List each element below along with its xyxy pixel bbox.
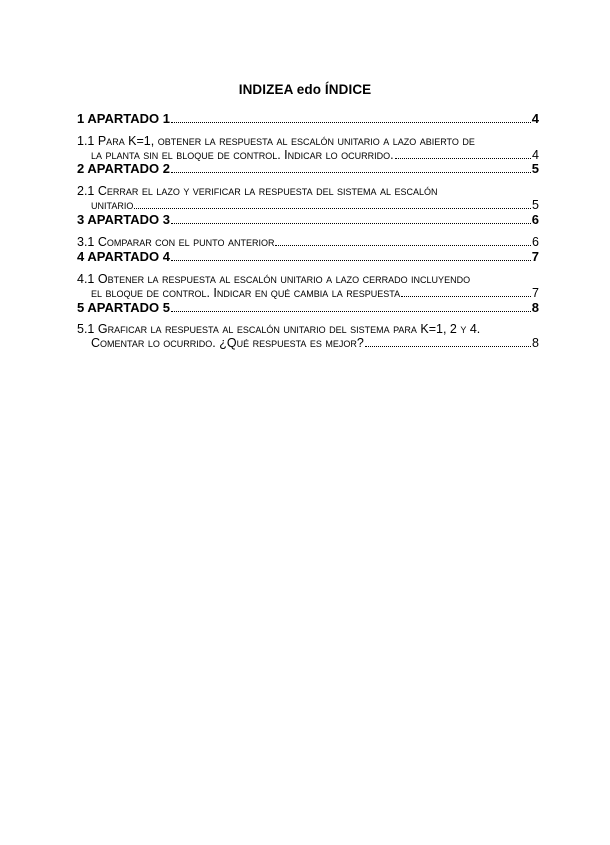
toc-entry-2[interactable] — [77, 161, 539, 177]
toc-entry-3-1[interactable] — [77, 235, 539, 249]
toc-entry-label: 3 APARTADO 3 — [77, 212, 170, 227]
toc-page-number: 7 — [532, 286, 539, 300]
dot-leader — [365, 346, 531, 347]
toc-entry-1-1[interactable] — [77, 134, 539, 162]
toc-entry-2-1[interactable] — [77, 184, 539, 212]
toc-entry-3[interactable] — [77, 212, 539, 228]
dot-leader — [171, 172, 531, 173]
toc-entry-text-line: 2.1 Cerrar el lazo y verificar la respuesta del sistema al escalón — [77, 184, 438, 198]
toc-entry-text-line: el bloque de control. Indicar en qué cambia la respuesta — [91, 286, 401, 300]
dot-leader — [171, 122, 531, 123]
toc-page-number: 8 — [532, 336, 539, 350]
dot-leader — [275, 245, 531, 246]
toc-entry-text-line: Comentar lo ocurrido. ¿Qué respuesta es mejor? — [91, 336, 364, 350]
toc-entry-text-line: unitario — [91, 198, 134, 212]
toc-entry-text-line: 3.1 Comparar con el punto anterior — [77, 235, 275, 249]
toc-page-number: 8 — [531, 300, 539, 315]
toc-entry-label: 5 APARTADO 5 — [77, 300, 170, 315]
dot-leader — [171, 311, 531, 312]
toc-entry-label: 1 APARTADO 1 — [77, 111, 170, 126]
toc-title: INDIZEA edo ÍNDICE — [238, 82, 372, 97]
dot-leader — [171, 260, 531, 261]
toc-entry-4[interactable] — [77, 249, 539, 265]
toc-entry-5-1[interactable] — [77, 322, 539, 350]
toc-entry-label: 4 APARTADO 4 — [77, 249, 170, 264]
toc-entry-1[interactable] — [77, 111, 539, 127]
toc-page-number: 4 — [532, 148, 539, 162]
dot-leader — [134, 208, 531, 209]
toc-entry-label: 2 APARTADO 2 — [77, 161, 170, 176]
toc-entry-text-line: la planta sin el bloque de control. Indicar lo ocurrido. — [91, 148, 394, 162]
toc-entry-4-1[interactable] — [77, 272, 539, 300]
dot-leader — [171, 223, 531, 224]
toc-entry-5[interactable] — [77, 300, 539, 316]
toc-entry-text-line: 4.1 Obtener la respuesta al escalón unitario a lazo cerrado incluyendo — [77, 272, 471, 286]
toc-page-number: 5 — [532, 198, 539, 212]
toc-page-number: 6 — [532, 235, 539, 249]
toc-entry-text-line: 1.1 Para K=1, obtener la respuesta al escalón unitario a lazo abierto de — [77, 134, 475, 148]
dot-leader — [401, 296, 531, 297]
dot-leader — [395, 158, 531, 159]
toc-entry-text-line: 5.1 Graficar la respuesta al escalón unitario del sistema para K=1, 2 y 4. — [77, 322, 481, 336]
toc-page-number: 7 — [531, 249, 539, 264]
toc-page-number: 6 — [531, 212, 539, 227]
toc-page-number: 4 — [531, 111, 539, 126]
toc-page-number: 5 — [531, 161, 539, 176]
